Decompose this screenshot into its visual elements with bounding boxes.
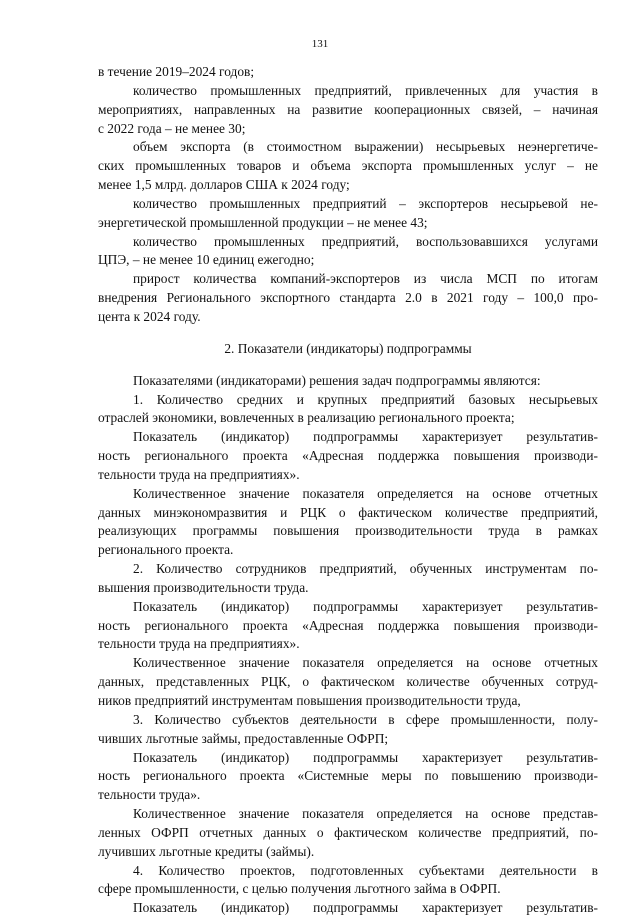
text-line: количество промышленных предприятий – экспортеров несырьевой не- bbox=[133, 195, 598, 211]
text-line: ность регионального проекта «Адресная поддержка повышения производи- bbox=[98, 448, 598, 464]
text-line: Количественное значение показателя определяется на основе отчетных bbox=[133, 655, 598, 671]
text-line: чивших льготные займы, предоставленные ОФРП; bbox=[98, 730, 389, 746]
text-line: цента к 2024 году. bbox=[98, 308, 201, 324]
text-line: количество промышленных предприятий, воспользовавшихся услугами bbox=[133, 233, 598, 249]
text-line: лучивших льготные кредиты (займы). bbox=[98, 843, 315, 859]
text-line: тельности труда на предприятиях». bbox=[98, 636, 300, 652]
text-line: Показатель (индикатор) подпрограммы характеризует результатив- bbox=[133, 900, 598, 916]
text-line: ленных ОФРП отчетных данных о фактическом количестве предприятий, по- bbox=[98, 824, 598, 840]
text-line: 3. Количество субъектов деятельности в сфере промышленности, полу- bbox=[133, 711, 598, 727]
text-line: Количественное значение показателя определяется на основе отчетных bbox=[133, 485, 598, 501]
text-line: данных минэкономразвития и РЦК о фактическом количестве предприятий, bbox=[98, 504, 598, 520]
section-heading: 2. Показатели (индикаторы) подпрограммы bbox=[224, 340, 472, 356]
text-line: ЦПЭ, – не менее 10 единиц ежегодно; bbox=[98, 252, 315, 268]
text-line: прирост количества компаний-экспортеров из числа МСП по итогам bbox=[133, 271, 598, 287]
text-line: Показатель (индикатор) подпрограммы характеризует результатив- bbox=[133, 749, 598, 765]
text-line: объем экспорта (в стоимостном выражении) несырьевых неэнергетиче- bbox=[133, 139, 598, 155]
text-line: ность регионального проекта «Адресная поддержка повышения производи- bbox=[98, 617, 598, 633]
text-line: реализующих программы повышения производительности труда в рамках bbox=[98, 523, 598, 539]
text-line: Показатель (индикатор) подпрограммы характеризует результатив- bbox=[133, 429, 598, 445]
text-line: в течение 2019–2024 годов; bbox=[98, 64, 255, 79]
text-line: внедрения Регионального экспортного стандарта 2.0 в 2021 году – 100,0 про- bbox=[98, 290, 598, 306]
text-line: Показателями (индикаторами) решения задач подпрограммы являются: bbox=[133, 372, 541, 388]
text-line: сфере промышленности, с целью получения льготного займа в ОФРП. bbox=[98, 881, 501, 897]
text-line: регионального проекта. bbox=[98, 542, 234, 558]
document-body bbox=[98, 63, 598, 918]
text-line: Количественное значение показателя определяется на основе представ- bbox=[133, 806, 598, 822]
text-line: 2. Количество сотрудников предприятий, обученных инструментам по- bbox=[133, 561, 598, 577]
text-line: данных, представленных РЦК, о фактическом количестве обученных сотруд- bbox=[98, 674, 598, 690]
text-line: тельности труда на предприятиях». bbox=[98, 466, 300, 482]
text-line: ских промышленных товаров и объема экспорта промышленных услуг – не bbox=[98, 158, 598, 174]
text-line: отраслей экономики, вовлеченных в реализацию регионального проекта; bbox=[98, 410, 515, 426]
text-line: 1. Количество средних и крупных предприятий базовых несырьевых bbox=[133, 391, 598, 407]
text-line: тельности труда». bbox=[98, 787, 201, 803]
text-line: энергетической промышленной продукции – не менее 43; bbox=[98, 214, 428, 230]
page-number: 131 bbox=[311, 38, 329, 50]
text-line: вышения производительности труда. bbox=[98, 579, 309, 595]
text-line: ников предприятий инструментам повышения производительности труда, bbox=[98, 693, 521, 708]
text-line: мероприятиях, направленных на развитие кооперационных связей, – начиная bbox=[98, 101, 598, 117]
text-line: менее 1,5 млрд. долларов США к 2024 году; bbox=[98, 177, 350, 193]
text-line: количество промышленных предприятий, привлеченных для участия в bbox=[133, 82, 598, 98]
text-line: с 2022 года – не менее 30; bbox=[98, 120, 246, 136]
text-line: Показатель (индикатор) подпрограммы характеризует результатив- bbox=[133, 598, 598, 614]
text-line: ность регионального проекта «Системные меры по повышению производи- bbox=[98, 768, 598, 784]
text-line: 4. Количество проектов, подготовленных субъектами деятельности в bbox=[133, 862, 598, 878]
